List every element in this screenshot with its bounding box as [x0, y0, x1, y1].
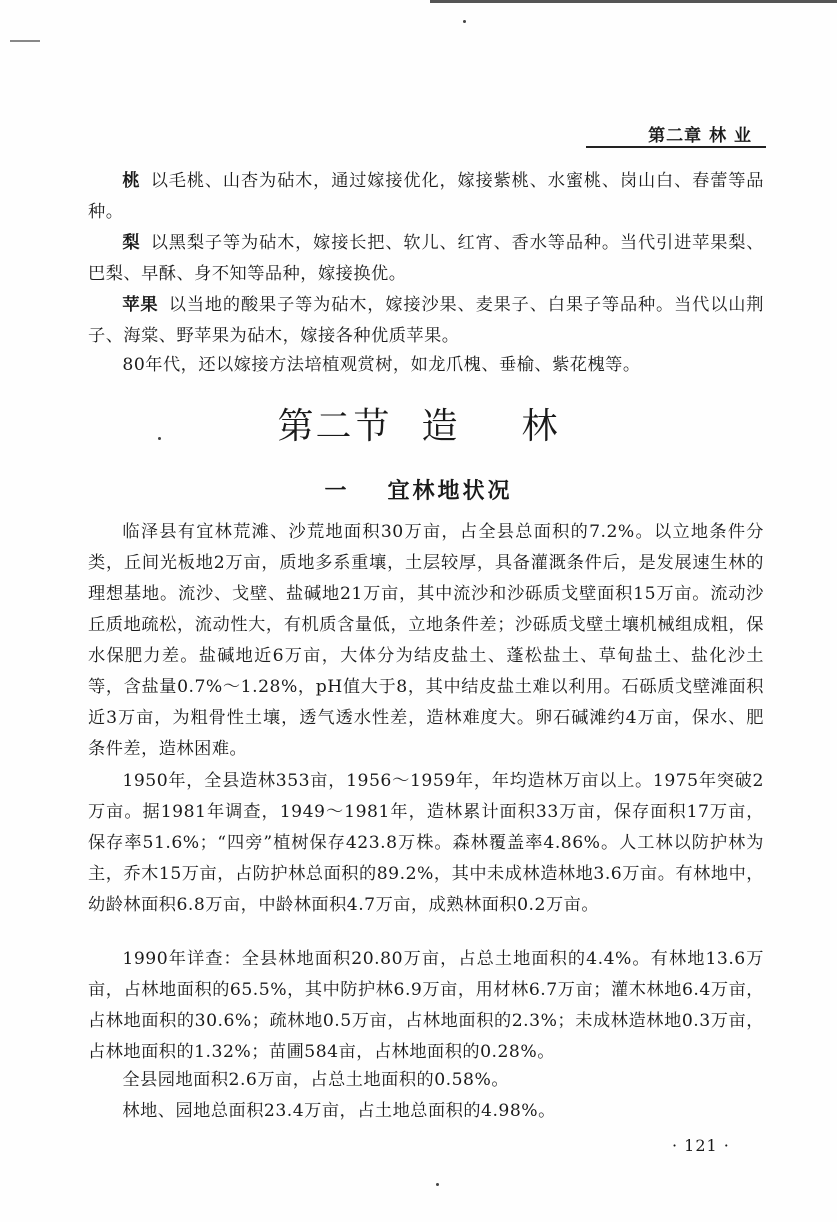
term-apple: 苹果	[122, 295, 159, 315]
paragraph-peach	[88, 166, 764, 228]
paragraph-peach-text: 以毛桃、山杏为砧木，通过嫁接优化，嫁接紫桃、水蜜桃、岗山白、春蕾等品种。	[88, 171, 764, 222]
term-peach: 桃	[122, 171, 141, 191]
running-header	[586, 118, 766, 148]
paragraph-ornamental-text: 80年代，还以嫁接方法培植观赏树，如龙爪槐、垂榆、紫花槐等。	[122, 355, 641, 375]
paragraph-apple	[88, 290, 764, 352]
section-title-word-2: 林	[521, 406, 560, 447]
paragraph-total-area: 林地、园地总面积23.4万亩，占土地总面积的4.98%。	[122, 1101, 556, 1121]
scan-speck	[158, 437, 161, 440]
paragraph-orchard-area: 全县园地面积2.6万亩，占总土地面积的0.58%。	[122, 1070, 510, 1090]
section-title-word-1: 造	[421, 406, 460, 447]
paragraph-pear-text: 以黑梨子等为砧木，嫁接长把、软儿、红宵、香水等品种。当代引进苹果梨、巴梨、早酥、身不知等品种，嫁接换优。	[88, 233, 764, 284]
running-header-title: 第二章 林 业	[648, 126, 752, 146]
subsection-number: 一	[324, 479, 350, 504]
paragraph-land-status: 临泽县有宜林荒滩、沙荒地面积30万亩，占全县总面积的7.2%。以立地条件分类，丘间光板地2万亩，质地多系重壤，土层较厚，具备灌溉条件后，是发展速生林的理想基地。流沙、戈壁、盐碱地21万亩，其中流沙和沙砾质戈壁面积15万亩。流动沙丘质地疏松，流动性大，有机质含量低，立地条件差；沙砾质戈壁土壤机械组成粗，保水保肥力差。盐碱地近6万亩，大体分为结皮盐土、蓬松盐土、草甸盐土、盐化沙土等，含盐量0.7%～1.28%，pH值大于8，其中结皮盐土难以利用。石砾质戈壁滩面积近3万亩，为粗骨性土壤，透气透水性差，造林难度大。卵石碱滩约4万亩，保水、肥条件差，造林困难。	[88, 522, 764, 759]
page-number: · 121 ·	[672, 1136, 730, 1155]
term-pear: 梨	[122, 233, 141, 253]
section-title-number: 第二节	[277, 406, 392, 447]
scan-speck	[463, 20, 466, 23]
paragraph-apple-text: 以当地的酸果子等为砧木，嫁接沙果、麦果子、白果子等品种。当代以山荆子、海棠、野苹果为砧木，嫁接各种优质苹果。	[88, 295, 764, 346]
paragraph-1990-survey: 1990年详查：全县林地面积20.80万亩，占总土地面积的4.4%。有林地13.6万亩，占林地面积的65.5%，其中防护林6.9万亩，用材林6.7万亩；灌木林地6.4万亩，占林地面积的30.6%；疏林地0.5万亩，占林地面积的2.3%；未成林造林地0.3万亩，占林地面积的1.32%；苗圃584亩，占林地面积的0.28%。	[88, 949, 764, 1062]
paragraph-ornamental	[88, 350, 764, 381]
subsection-title	[0, 474, 837, 505]
scan-speck	[436, 1183, 439, 1186]
scan-edge-line	[430, 0, 837, 3]
subsection-heading: 宜林地状况	[387, 479, 513, 504]
section-title	[0, 398, 837, 449]
paragraph-afforestation-history: 1950年，全县造林353亩，1956～1959年，年均造林万亩以上。1975年突破2万亩。据1981年调查，1949～1981年，造林累计面积33万亩，保存面积17万亩，保存率51.6%；“四旁”植树保存423.8万株。森林覆盖率4.86%。人工林以防护林为主，乔木15万亩，占防护林总面积的89.2%，其中未成林造林地3.6万亩。有林地中，幼龄林面积6.8万亩，中龄林面积4.7万亩，成熟林面积0.2万亩。	[88, 771, 764, 915]
scan-margin-mark	[10, 40, 40, 42]
paragraph-pear	[88, 228, 764, 290]
